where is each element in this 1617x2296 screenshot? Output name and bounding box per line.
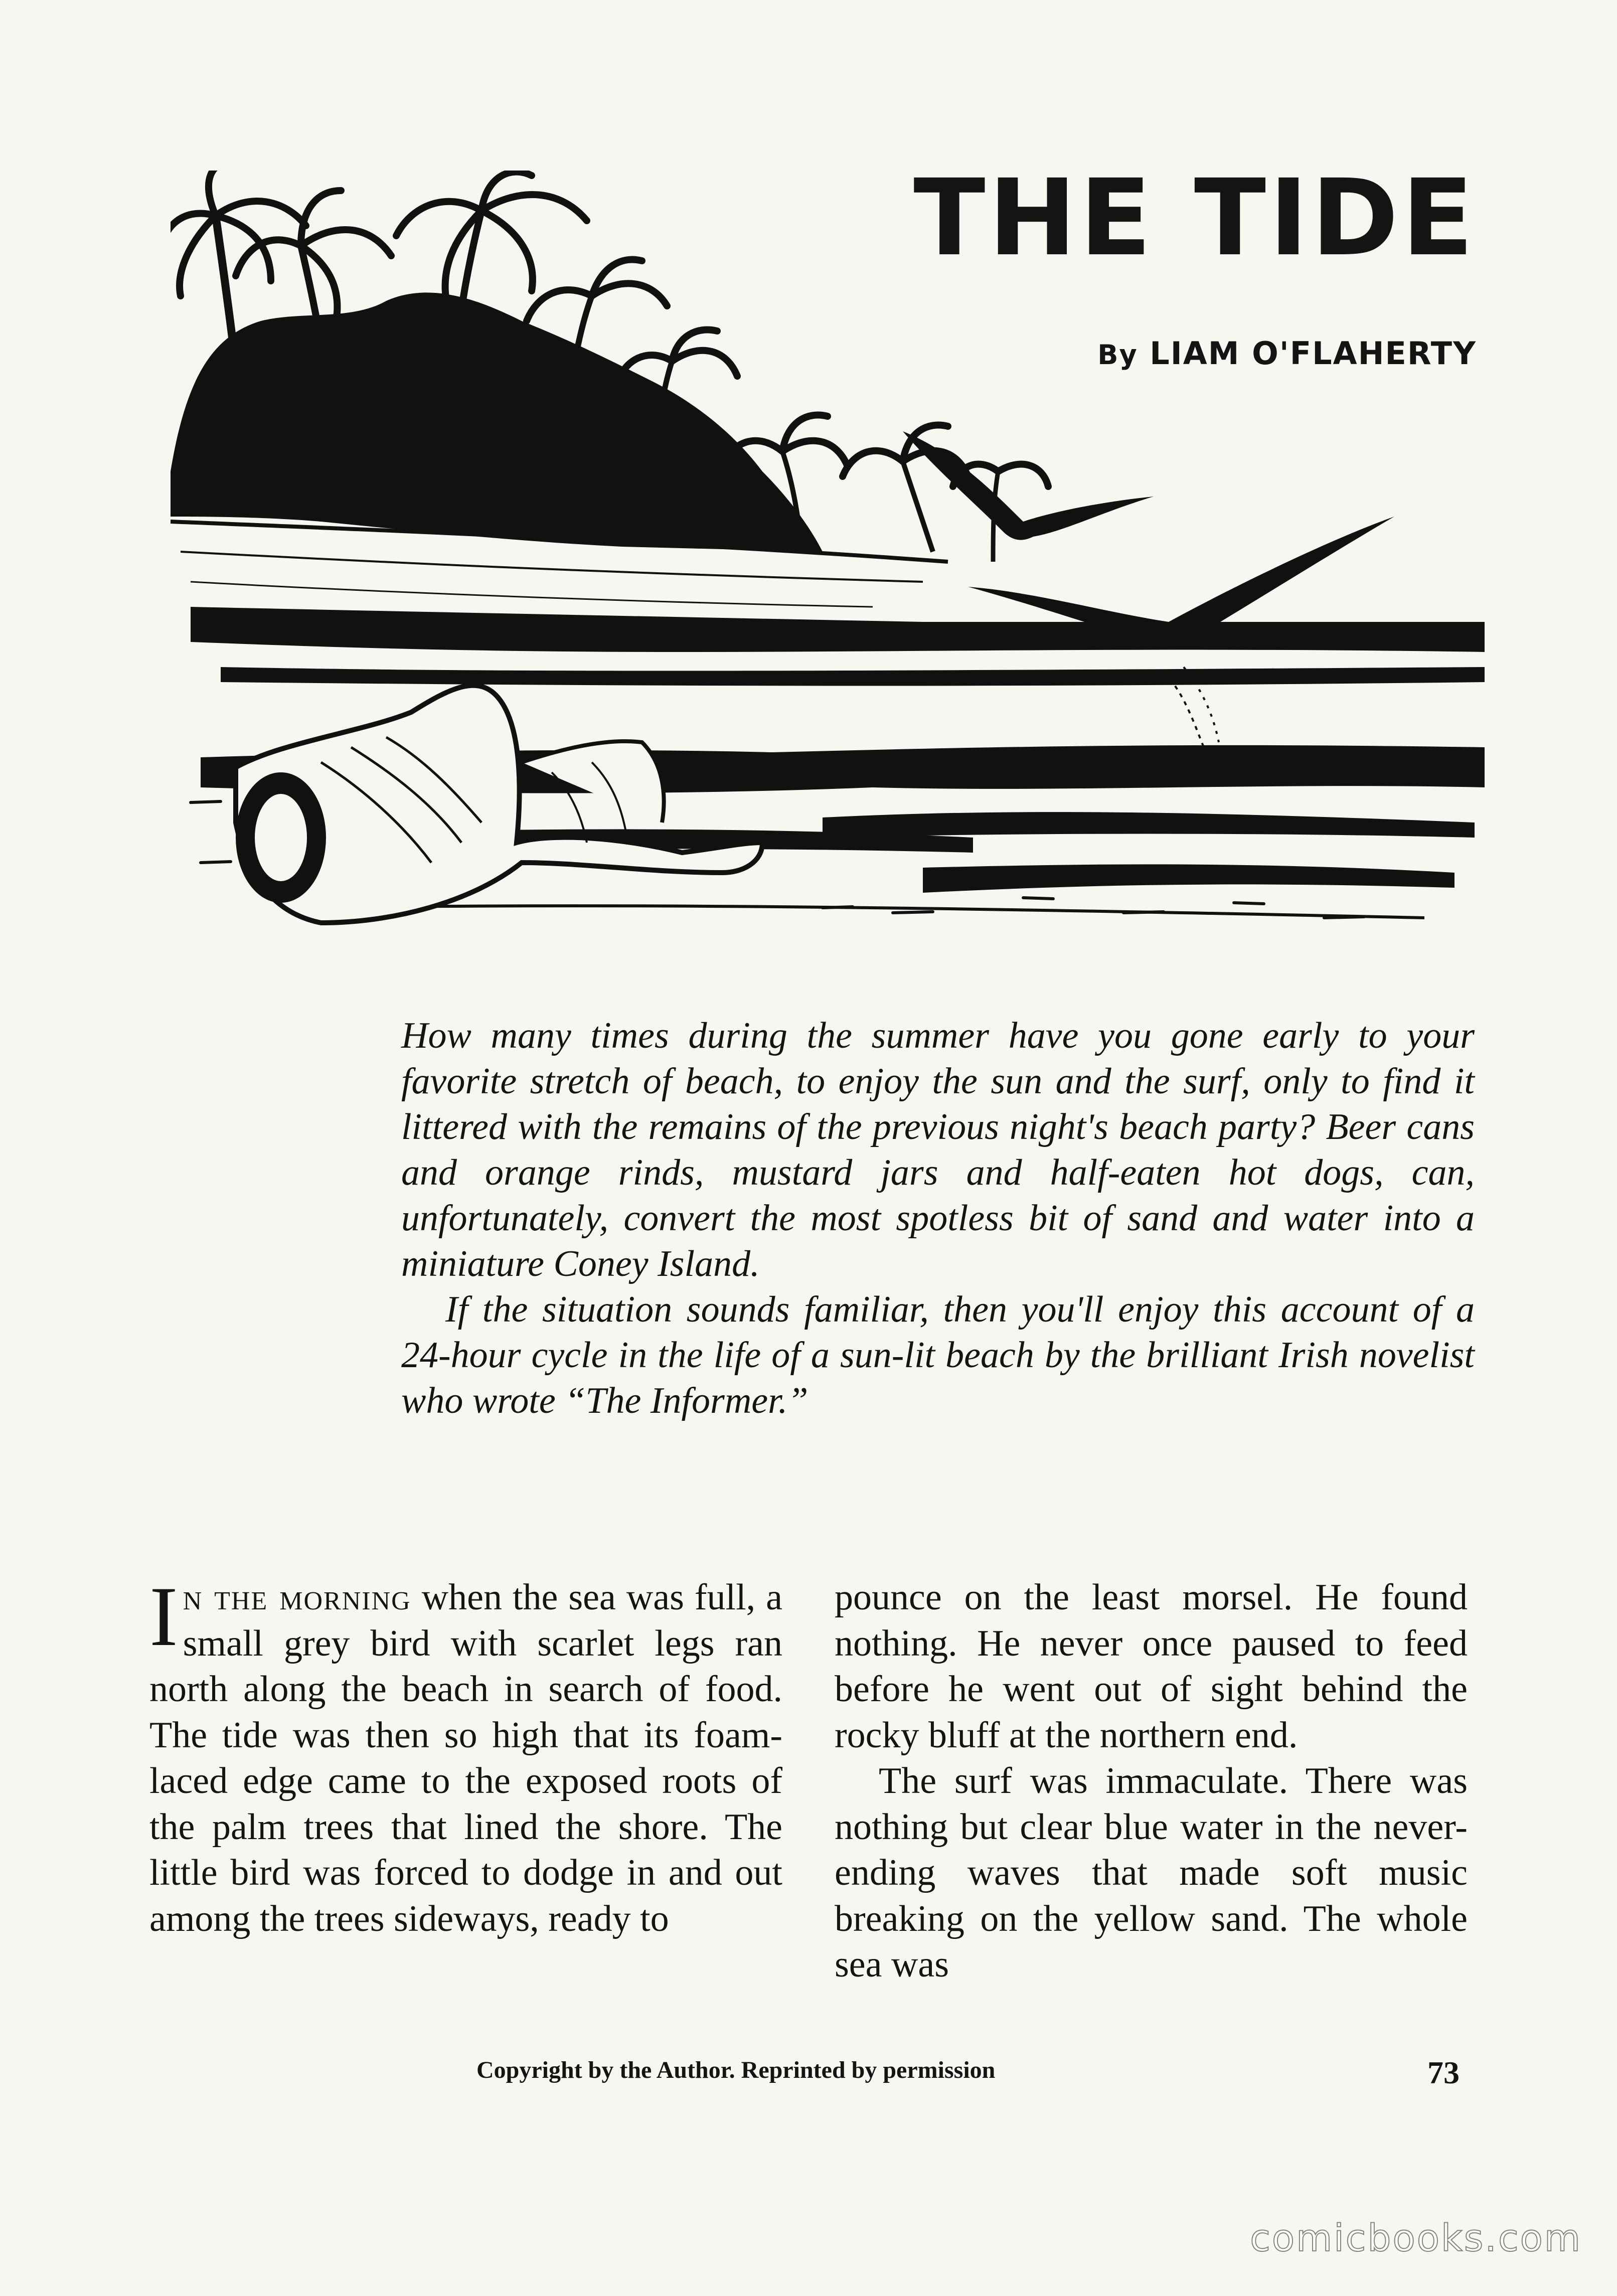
intro-blurb xyxy=(401,1013,1475,1424)
intro-paragraph-2: If the situation sounds familiar, then you'll enjoy this account of a 24-hour cycle in the life of a sun-lit beach by the brilliant Irish novelist who wrote “The Informer.” xyxy=(401,1289,1475,1421)
drop-cap: I xyxy=(149,1569,178,1664)
copyright-notice: Copyright by the Author. Reprinted by permission xyxy=(476,2057,996,2083)
lead-in-small-caps: n the morning xyxy=(183,1577,411,1618)
watermark: comicbooks.com xyxy=(1250,2217,1582,2260)
page-number: 73 xyxy=(1427,2055,1460,2090)
story-paragraph-continued: pounce on the least morsel. He found nothing. He never once paused to feed before he went out of sight behind the rocky bluff at the northern end. xyxy=(835,1577,1468,1756)
byline xyxy=(1097,335,1477,372)
author-name: LIAM O'FLAHERTY xyxy=(1150,335,1477,372)
story-paragraph-1 xyxy=(149,1569,782,1942)
story-column-left xyxy=(149,1569,782,1942)
story-text-col1: when the sea was full, a small grey bird with scarlet legs ran north along the beach in search of food. The tide was then so high that its foam-laced edge came to the exposed roots of the palm trees that lined the shore. The little bird was forced to dodge in and out among the trees sideways, ready to xyxy=(149,1577,782,1939)
story-column-right xyxy=(835,1575,1468,1988)
story-paragraph-2: The surf was immaculate. There was nothing but clear blue water in the never-ending waves that made soft music breaking on the yellow sand. The whole sea was xyxy=(835,1760,1468,1985)
article-title: THE TIDE xyxy=(913,156,1477,279)
beach-illustration xyxy=(171,171,1485,953)
byline-prefix: By xyxy=(1097,339,1138,371)
intro-paragraph-1: How many times during the summer have you gone early to your favorite stretch of beach, to enjoy the sun and the surf, only to find it littered with the remains of the previous night's beach party? Beer cans and orange rinds, mustard jars and half-eaten hot dogs, can, unfortunately, convert the most spotless bit of sand and water into a miniature Coney Island. xyxy=(401,1015,1475,1284)
